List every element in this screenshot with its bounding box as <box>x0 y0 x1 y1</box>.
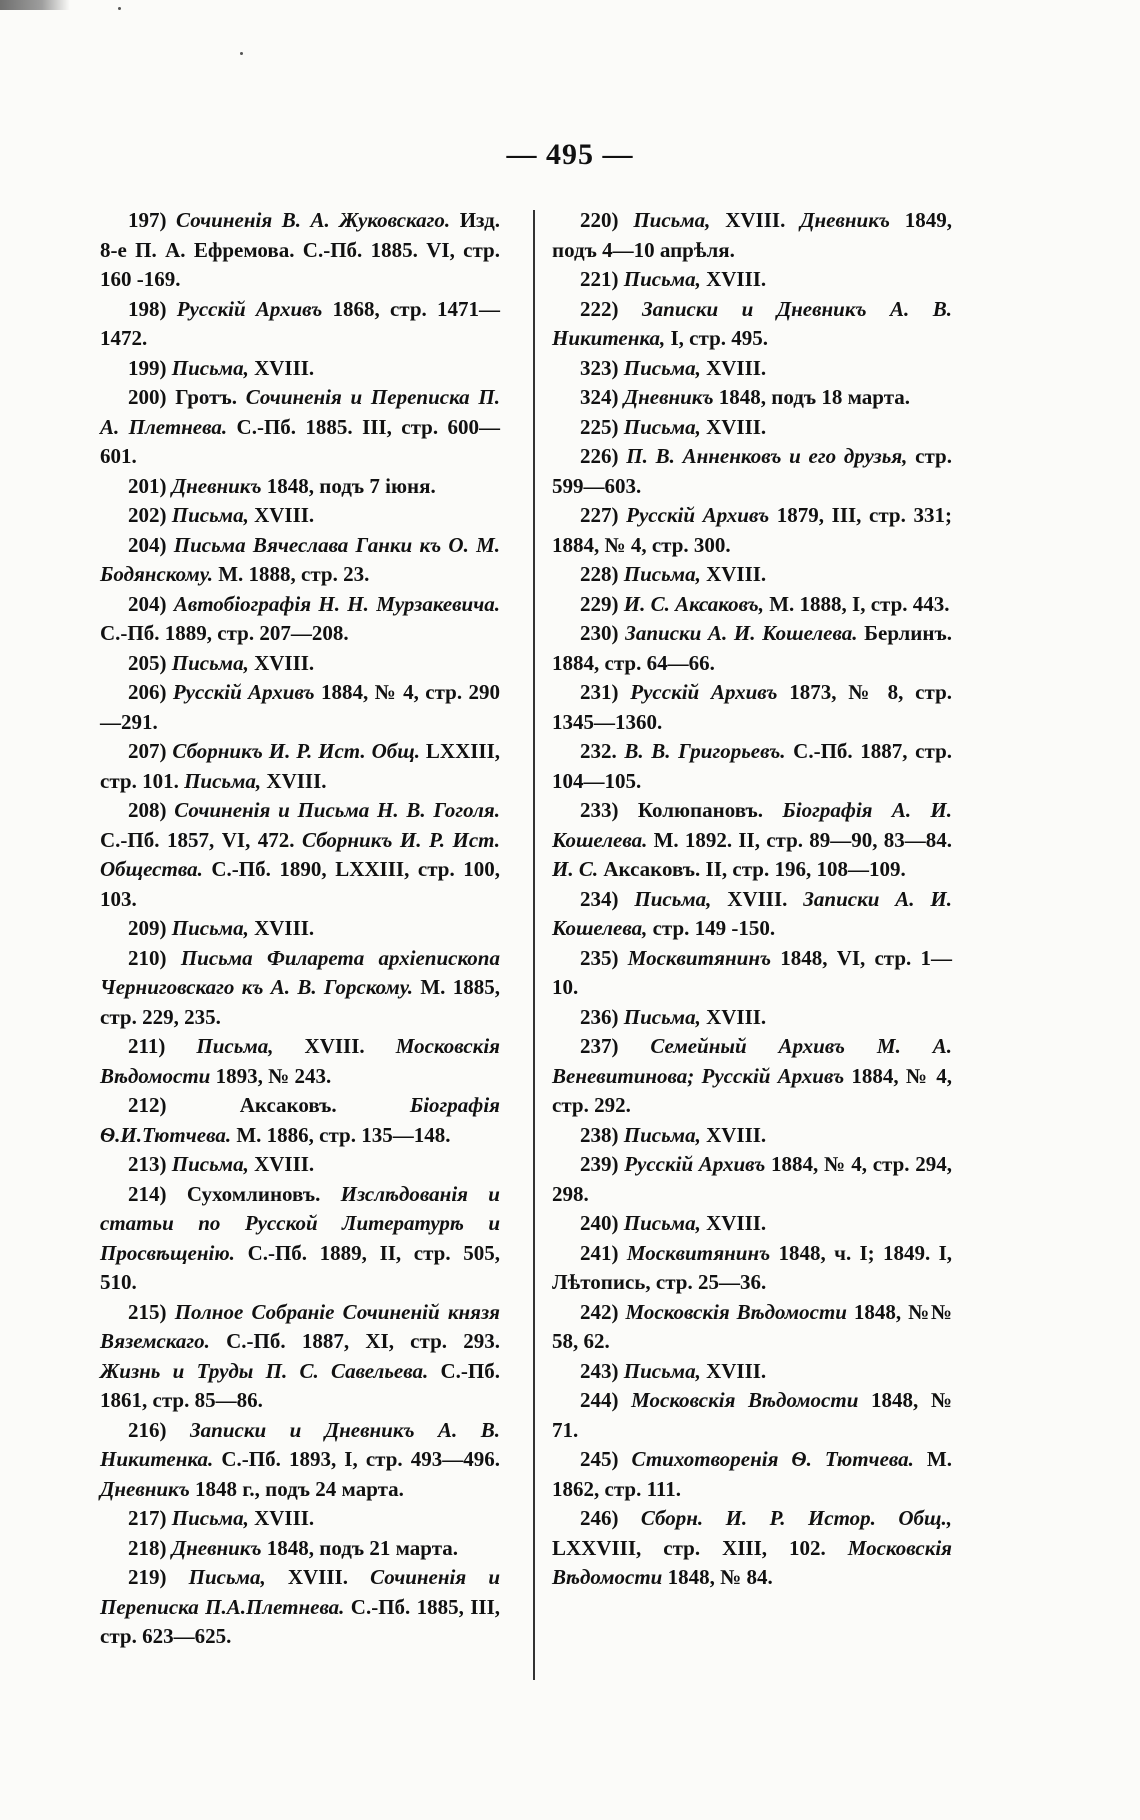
footnote-entry <box>100 295 500 354</box>
citation-text: XVIII. <box>248 916 315 940</box>
citation-text: М. 1886, стр. 135—148. <box>231 1122 451 1147</box>
citation-text: 201) <box>128 473 172 498</box>
citation-title: Письма, <box>623 1122 701 1147</box>
footnote-entry <box>100 678 500 737</box>
citation-text: С.-Пб. 1889, стр. 207—208. <box>100 621 349 645</box>
footnote-entry <box>100 737 500 796</box>
page-number: — 495 — <box>506 138 634 171</box>
citation-title: Письма, <box>184 768 262 793</box>
citation-text: Изд. 8-е П. А. Ефремова. С.-Пб. 1885. VI, стр. 160 -169. <box>100 208 500 291</box>
citation-title: И. С. Аксаковъ, <box>623 591 764 616</box>
citation-text: стр. 149 -150. <box>647 916 776 940</box>
citation-text: 1879, III, стр. 331; 1884, № 4, стр. 300. <box>552 503 952 557</box>
citation-text: 1848, подъ 18 марта. <box>713 385 911 409</box>
citation-text: 212) Аксаковъ. <box>128 1093 410 1117</box>
citation-text: XVIII. <box>700 414 767 439</box>
citation-text: XVIII. <box>248 355 315 380</box>
scan-ink-mark <box>0 0 70 10</box>
citation-title: Письма, <box>171 1506 249 1530</box>
citation-text: С.-Пб. 1889, II, стр. 505, 510. <box>100 1240 500 1294</box>
citation-text: 234) <box>580 886 635 911</box>
citation-title: И. С. <box>552 857 599 881</box>
citation-text: 1884, № 4, стр. 294, 298. <box>552 1152 952 1206</box>
citation-title: Русскій Архивъ <box>626 503 770 527</box>
citation-text: 1868, стр. 1471—1472. <box>100 296 500 350</box>
footnote-entry <box>552 1357 952 1387</box>
column-divider <box>533 210 535 1680</box>
citation-text: 208) <box>128 798 175 822</box>
citation-text: XVIII. <box>700 1004 767 1029</box>
citation-text: XVIII. <box>700 1358 767 1383</box>
footnote-entry <box>100 1298 500 1416</box>
citation-text: XVIII. <box>261 768 327 793</box>
scan-speck <box>118 7 121 10</box>
citation-text: 1873, № 8, стр. 1345—1360. <box>552 680 953 734</box>
citation-text: М. 1888, стр. 23. <box>212 562 370 586</box>
citation-text: 230) <box>580 621 626 645</box>
citation-text: 206) <box>128 680 173 704</box>
citation-text: стр. 599—603. <box>552 444 952 498</box>
citation-title: Письма, <box>188 1565 266 1589</box>
citation-title: Біографія Ѳ.И.Тютчева. <box>100 1093 500 1147</box>
footnote-entry <box>552 354 952 384</box>
citation-text: С.-Пб. 1857, VI, 472. <box>100 827 303 852</box>
citation-title: Письма, <box>171 503 249 527</box>
citation-title: Дневникъ <box>800 208 890 232</box>
footnote-entry <box>552 265 952 295</box>
footnote-entry <box>100 1091 500 1150</box>
footnote-entry <box>100 1563 500 1652</box>
footnote-entry <box>100 501 500 531</box>
footnote-entry <box>100 1534 500 1564</box>
citation-title: Письма, <box>171 650 249 675</box>
citation-title: Сочиненія В. А. Жуковскаго. <box>176 208 451 232</box>
citation-text: 199) <box>128 355 172 380</box>
citation-text: 216) <box>128 1417 190 1442</box>
footnote-entry <box>552 1209 952 1239</box>
citation-title: Письма, <box>634 886 712 911</box>
citation-text: 205) <box>128 650 172 675</box>
citation-title: Письма, <box>623 1358 701 1383</box>
citation-title: Дневникъ <box>623 385 714 409</box>
footnote-entry <box>100 590 500 649</box>
citation-title: Записки А. И. Кошелева, <box>552 886 952 940</box>
footnote-entry <box>552 1032 952 1121</box>
citation-text: XVIII. <box>711 886 804 911</box>
citation-text: 323) <box>580 355 624 380</box>
citation-title: Сочиненія и Письма Н. В. Гоголя. <box>174 798 501 822</box>
footnote-entry <box>552 796 952 885</box>
citation-text: 246) <box>580 1506 641 1530</box>
citation-title: Москвитянинъ <box>627 945 772 970</box>
footnote-entry <box>552 1445 952 1504</box>
citation-text: С.-Пб. 1861, стр. 85—86. <box>100 1358 500 1412</box>
citation-text: 1849, подъ 4—10 апрѣля. <box>552 208 952 262</box>
citation-text: 241) <box>580 1240 627 1265</box>
citation-text: 1848, № 84. <box>662 1565 773 1589</box>
citation-text: С.-Пб. 1887, стр. 104—105. <box>552 739 953 793</box>
citation-text: 220) <box>580 208 634 232</box>
footnote-entry <box>100 1150 500 1180</box>
citation-text: 244) <box>580 1388 632 1412</box>
citation-text: 1884, № 4, стр. 292. <box>552 1063 953 1117</box>
footnote-entry <box>552 295 952 354</box>
citation-title: Автобіографія Н. Н. Мурзакевича. <box>173 591 500 616</box>
citation-text: 243) <box>580 1358 624 1383</box>
citation-title: Письма, <box>623 562 701 586</box>
footnote-entry <box>100 531 500 590</box>
citation-text: XVIII. <box>273 1034 396 1058</box>
citation-text: Аксаковъ. II, стр. 196, 108—109. <box>598 857 906 881</box>
citation-text: 233) Колюпановъ. <box>580 798 783 822</box>
citation-title: Москвитянинъ <box>626 1240 771 1265</box>
footnote-entry <box>552 413 952 443</box>
citation-title: Изслѣдованія и статьи по Русской Литературѣ и Просвѣщенію. <box>100 1181 500 1265</box>
citation-title: Дневникъ <box>100 1476 190 1501</box>
citation-title: Сочиненія и Переписка П.А.Плетнева. <box>100 1565 501 1619</box>
footnote-entry <box>552 206 952 265</box>
citation-text: 221) <box>580 267 624 291</box>
citation-text: LXXVIII, стр. XIII, 102. <box>552 1535 848 1560</box>
citation-text: 222) <box>580 296 642 321</box>
citation-title: Стихотворенія Ѳ. Тютчева. <box>631 1447 914 1471</box>
citation-text: 235) <box>580 945 628 970</box>
citation-title: Письма, <box>623 414 701 439</box>
citation-text: 229) <box>580 591 624 616</box>
citation-title: Письма, <box>623 355 701 380</box>
citation-title: Письма, <box>623 1004 701 1029</box>
citation-title: Московскія Вѣдомости <box>100 1034 500 1088</box>
citation-title: Сборникъ И. Р. Ист. Общ. <box>172 739 420 763</box>
footnote-entry <box>552 1239 952 1298</box>
citation-title: Письма, <box>171 355 249 380</box>
citation-text: 218) <box>128 1535 172 1560</box>
citation-title: Московскія Вѣдомости <box>631 1388 859 1412</box>
citation-text: 237) <box>580 1034 651 1058</box>
citation-text: 324) <box>580 385 624 409</box>
citation-text: 240) <box>580 1211 624 1235</box>
citation-text: 245) <box>580 1447 632 1471</box>
citation-text: 214) Сухомлиновъ. <box>128 1181 341 1206</box>
citation-text: 1893, № 243. <box>210 1063 332 1088</box>
citation-title: Семейный Архивъ М. А. Веневитинова; <box>552 1034 952 1088</box>
footnote-entry <box>552 590 952 620</box>
citation-text: XVIII. <box>710 208 801 232</box>
citation-text: М. 1862, стр. 111. <box>552 1447 952 1501</box>
citation-title: Русскій Архивъ <box>172 680 315 704</box>
citation-text: С.-Пб. 1890, LXXIII, стр. 100, 103. <box>100 857 500 911</box>
citation-title: Русскій Архивъ <box>701 1063 845 1088</box>
citation-text: 215) <box>128 1299 175 1324</box>
citation-text: I, стр. 495. <box>665 326 768 350</box>
citation-text: 1848, VI, стр. 1—10. <box>552 945 952 999</box>
footnote-entry <box>100 1416 500 1505</box>
footnote-entry <box>552 737 952 796</box>
citation-text: 217) <box>128 1506 172 1530</box>
citation-text: 238) <box>580 1122 624 1147</box>
citation-text: 209) <box>128 916 172 940</box>
footnote-entry <box>100 944 500 1033</box>
citation-text: 226) <box>580 444 627 468</box>
citation-text: 213) <box>128 1152 172 1176</box>
citation-text: М. 1892. II, стр. 89—90, 83—84. <box>647 827 952 852</box>
citation-text: 239) <box>580 1152 625 1176</box>
footnote-entry <box>552 501 952 560</box>
citation-title: П. В. Анненковъ и его друзья, <box>626 444 908 468</box>
citation-text: 236) <box>580 1004 624 1029</box>
citation-title: Московскія Вѣдомости <box>625 1299 847 1324</box>
citation-text: XVIII. <box>265 1565 371 1589</box>
footnote-entry <box>100 914 500 944</box>
citation-text: С.-Пб. 1893, I, стр. 493—496. <box>213 1447 500 1471</box>
citation-title: Сборн. И. Р. Истор. Общ., <box>640 1506 952 1530</box>
citation-title: Полное Собраніе Сочиненій князя Вяземскаго. <box>100 1299 500 1353</box>
citation-title: Сочиненія и Переписка П. А. Плетнева. <box>100 385 500 439</box>
citation-title: Письма, <box>623 267 701 291</box>
citation-text: XVIII. <box>248 1152 315 1176</box>
citation-title: Записки и Дневникъ А. В. Никитенка, <box>552 296 952 350</box>
citation-text: LXXIII, стр. 101. <box>100 739 500 793</box>
footnote-entry <box>552 442 952 501</box>
citation-text: 1848, №№ 58, 62. <box>552 1299 952 1353</box>
citation-text: М. 1885, стр. 229, 235. <box>100 975 500 1029</box>
citation-text: Берлинъ. 1884, стр. 64—66. <box>552 621 952 675</box>
left-column <box>100 206 500 1652</box>
citation-title: Письма, <box>633 208 711 232</box>
citation-title: Письма Вячеслава Ганки къ О. М. Бодянскому. <box>100 532 500 586</box>
footnote-entry <box>552 1150 952 1209</box>
citation-text: С.-Пб. 1885, III, стр. 623—625. <box>100 1594 501 1648</box>
citation-text: XVIII. <box>700 562 767 586</box>
citation-title: В. В. Григорьевъ. <box>624 739 786 763</box>
citation-text: 231) <box>580 680 631 704</box>
citation-title: Записки А. И. Кошелева. <box>625 621 858 645</box>
citation-text: 200) Гротъ. <box>128 385 246 409</box>
citation-title: Сборникъ И. Р. Ист. Общества. <box>100 827 500 881</box>
citation-text: 198) <box>128 296 177 321</box>
footnote-entry <box>552 1386 952 1445</box>
footnote-entry <box>100 206 500 295</box>
citation-text: М. 1888, I, стр. 443. <box>763 591 950 616</box>
citation-text: 1848, № 71. <box>552 1388 952 1442</box>
citation-text: 1848, подъ 21 марта. <box>261 1535 459 1560</box>
citation-text: 225) <box>580 414 624 439</box>
citation-text: 211) <box>128 1034 197 1058</box>
citation-text: XVIII. <box>700 355 767 380</box>
scan-speck <box>240 52 243 55</box>
footnote-entry <box>100 796 500 914</box>
citation-text: 242) <box>580 1299 626 1324</box>
citation-text: 1848 г., подъ 24 марта. <box>189 1476 404 1501</box>
citation-title: Письма, <box>171 1152 249 1176</box>
citation-title: Письма, <box>623 1211 701 1235</box>
citation-title: Записки и Дневникъ А. В. Никитенка. <box>100 1417 500 1471</box>
citation-text: XVIII. <box>248 650 315 675</box>
footnote-entry <box>552 678 952 737</box>
citation-text: С.-Пб. 1887, XI, стр. 293. <box>209 1329 500 1353</box>
citation-text: XVIII. <box>248 503 315 527</box>
footnote-entry <box>552 619 952 678</box>
footnote-entry <box>100 354 500 384</box>
footnote-entry <box>100 1504 500 1534</box>
citation-text: С.-Пб. 1885. III, стр. 600—601. <box>100 414 500 468</box>
footnote-entry <box>100 383 500 472</box>
footnote-entry <box>100 1032 500 1091</box>
citation-text <box>694 1064 701 1088</box>
citation-text: 197) <box>128 208 177 232</box>
citation-title: Дневникъ <box>171 1535 262 1560</box>
citation-text: XVIII. <box>700 267 767 291</box>
right-column <box>552 206 952 1593</box>
footnote-entry <box>552 944 952 1003</box>
footnote-entry <box>100 649 500 679</box>
citation-text: 228) <box>580 562 624 586</box>
citation-title: Біографія А. И. Кошелева. <box>552 798 953 852</box>
citation-text: 210) <box>128 945 181 970</box>
footnote-entry <box>552 885 952 944</box>
citation-text: 204) <box>128 591 174 616</box>
citation-title: Письма, <box>171 916 249 940</box>
citation-text: XVIII. <box>700 1122 767 1147</box>
citation-title: Московскія Вѣдомости <box>552 1535 952 1589</box>
footnote-entry <box>552 1298 952 1357</box>
footnote-entry <box>552 560 952 590</box>
footnote-entry <box>552 1121 952 1151</box>
footnote-entry <box>100 472 500 502</box>
footnote-entry <box>552 1504 952 1593</box>
citation-title: Жизнь и Труды П. С. Савельева. <box>100 1358 429 1383</box>
citation-text: 202) <box>128 503 172 527</box>
citation-text: 219) <box>128 1565 189 1589</box>
citation-text: 1848, ч. I; 1849. I, Лѣтопись, стр. 25—36. <box>552 1240 952 1294</box>
citation-title: Дневникъ <box>171 473 262 498</box>
citation-title: Русскій Архивъ <box>624 1152 766 1176</box>
citation-text: 1884, № 4, стр. 290—291. <box>100 680 500 734</box>
footnote-entry <box>552 1003 952 1033</box>
footnote-entry <box>100 1180 500 1298</box>
citation-text: XVIII. <box>700 1211 767 1235</box>
citation-text: 232. <box>580 739 625 763</box>
citation-text: 207) <box>128 739 173 763</box>
citation-text: XVIII. <box>248 1506 315 1530</box>
citation-title: Письма, <box>196 1034 274 1058</box>
citation-text: 227) <box>580 503 627 527</box>
citation-text: 1848, подъ 7 іюня. <box>261 473 436 498</box>
citation-text: 204) <box>128 532 174 557</box>
footnote-entry <box>552 383 952 413</box>
citation-title: Русскій Архивъ <box>176 296 323 321</box>
citation-title: Письма Филарета архіепископа Черниговскаго къ А. В. Горскому. <box>100 945 500 999</box>
citation-title: Русскій Архивъ <box>630 680 778 704</box>
